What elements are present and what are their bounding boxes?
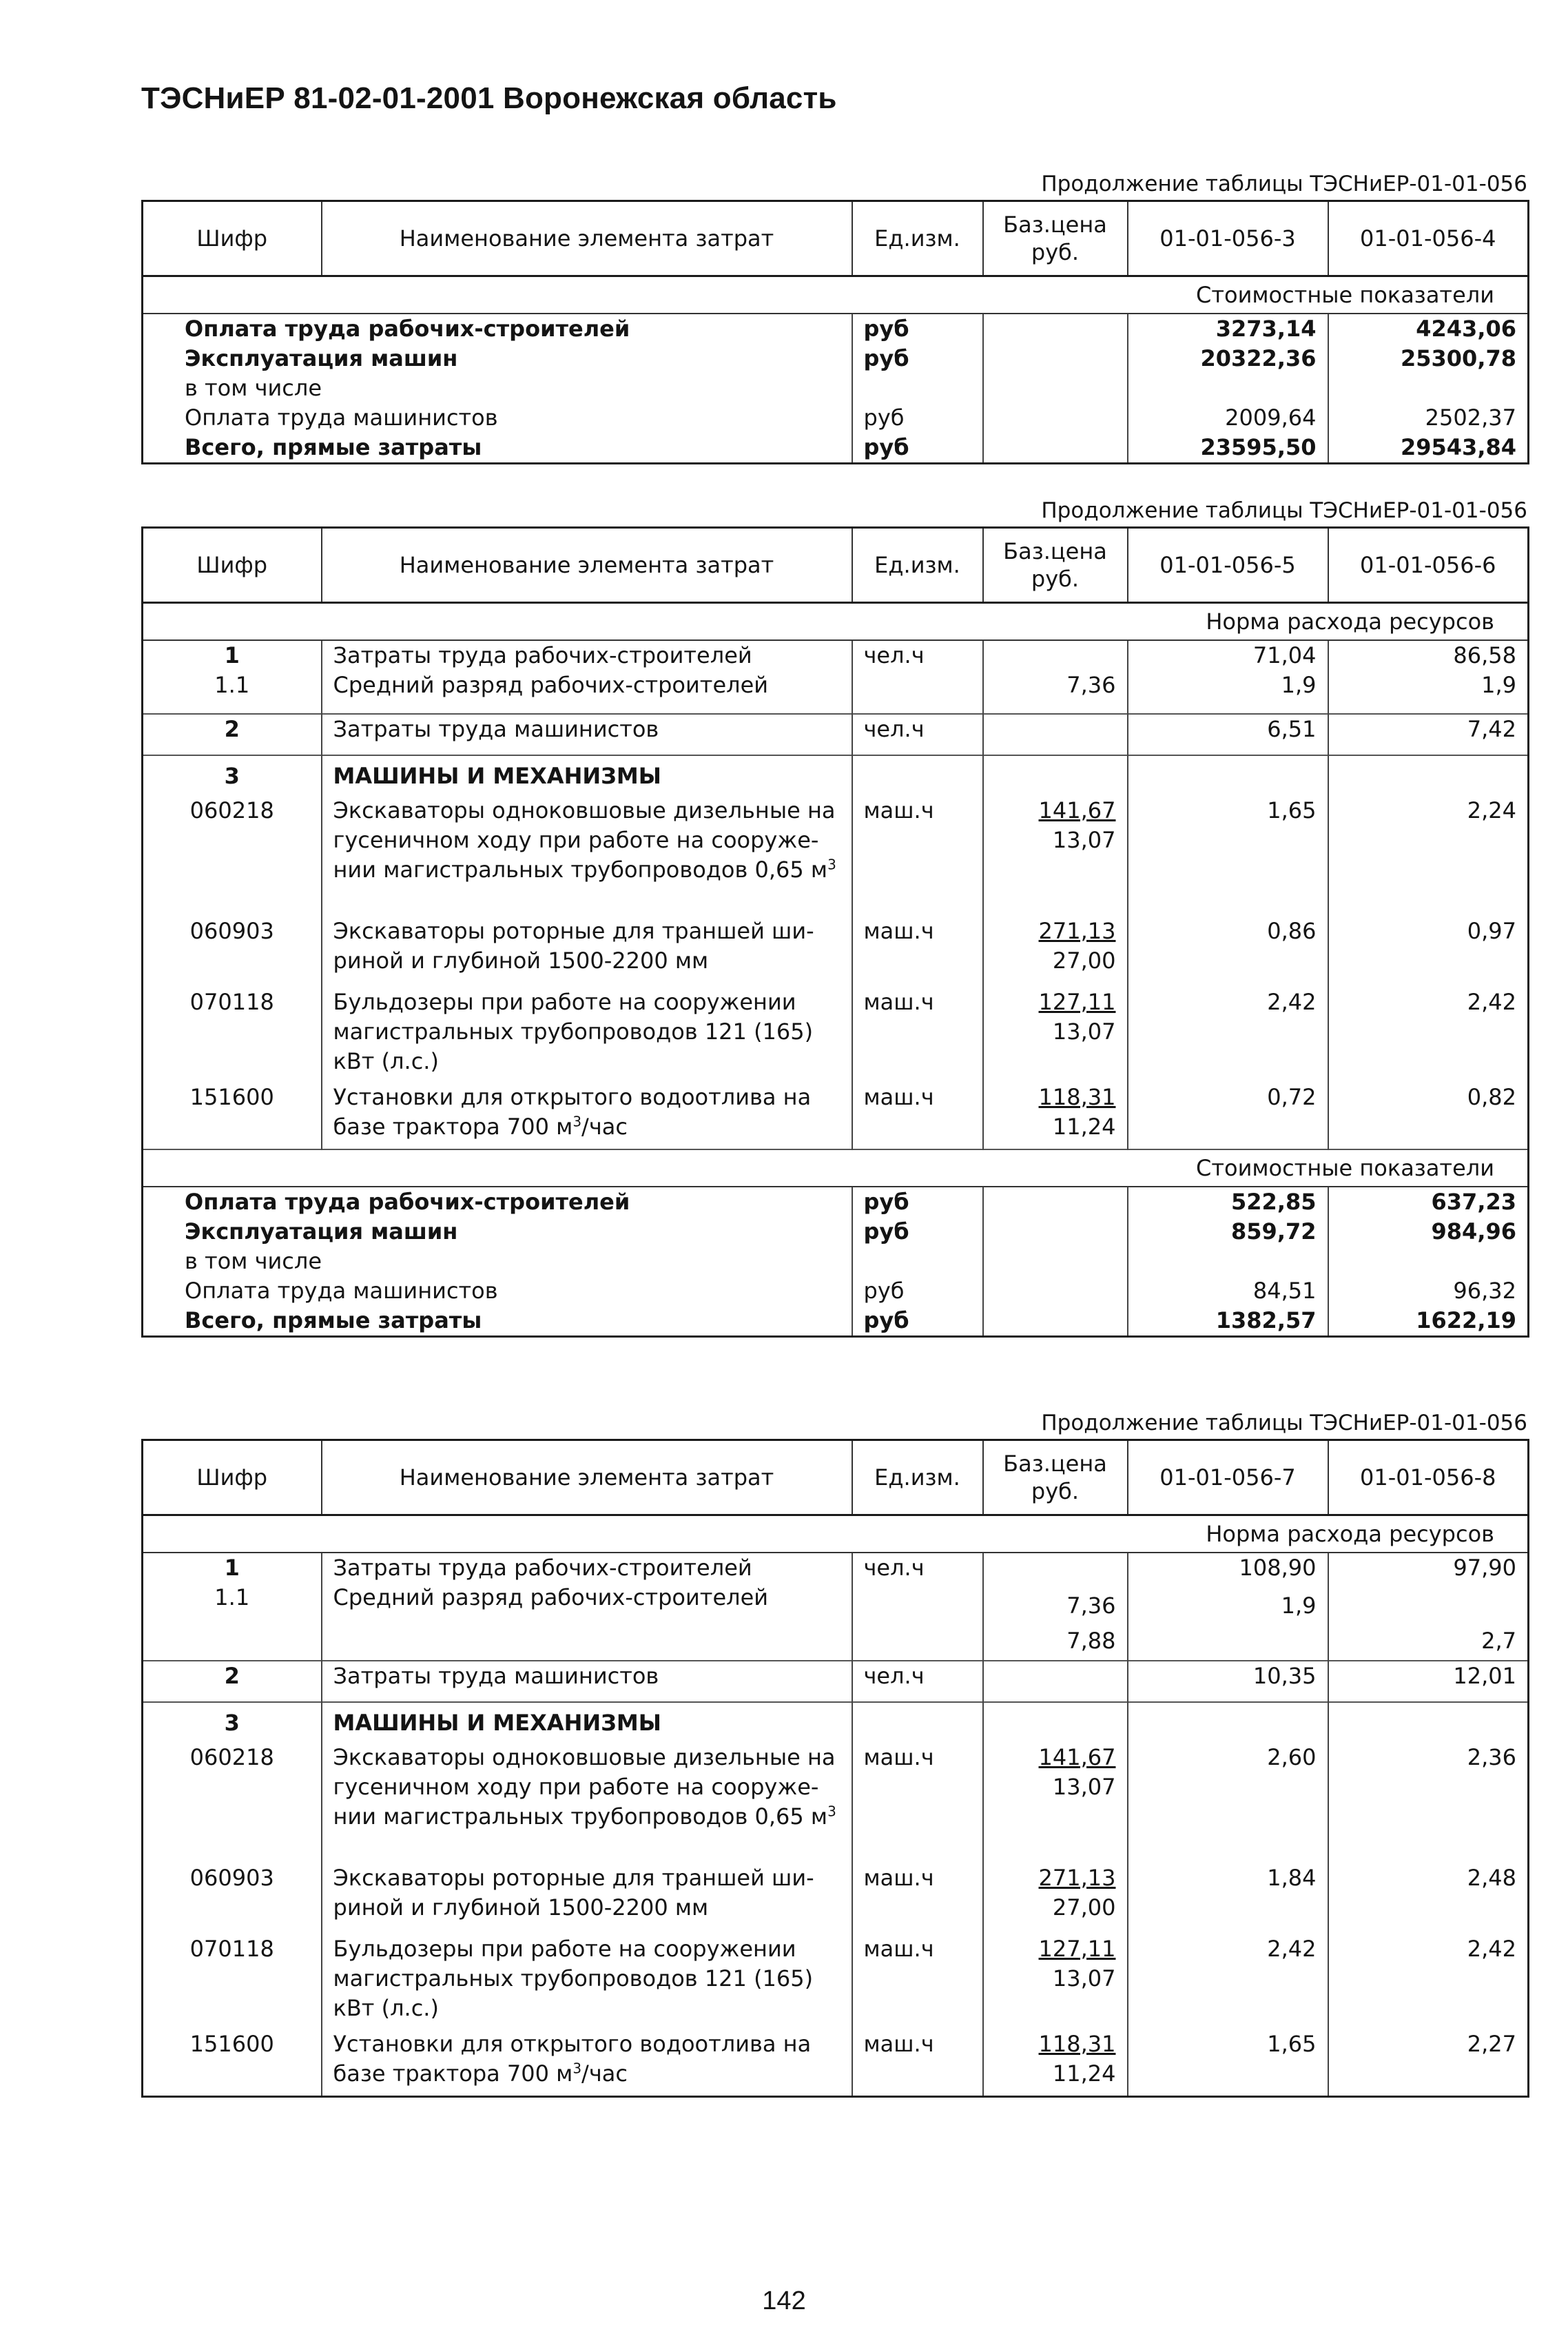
table-row: Всего, прямые затраты руб 1382,57 1622,19 [143,1306,1529,1337]
cost-table-1 [141,200,1529,464]
col-header-base-price: Баз.цена руб. [983,528,1128,603]
table-row: 1.1 Средний разряд рабочих-строителей 7,36 1,9 1,9 [143,670,1529,714]
section-row: Стоимостные показатели [143,276,1529,314]
col-header-a: 01-01-056-7 [1128,1440,1328,1515]
table-row: Оплата труда рабочих-строителей руб 522,85 637,23 [143,1187,1529,1217]
table-row: 060903 Экскаваторы роторные для траншей ши-риной и глубиной 1500-2200 мм маш.ч 271,13 27,00 1,84 2,48 [143,1863,1529,1934]
table-header-row [143,528,1529,603]
table-block-1 [141,168,1527,464]
table-continuation-caption: Продолжение таблицы ТЭСНиЕР-01-01-056 [1041,172,1527,196]
norm-table-3 [141,1439,1529,2098]
table-row: Оплата труда рабочих-строителей руб 3273,14 4243,06 [143,314,1529,344]
table-row: 151600 Установки для открытого водоотлива на базе трактора 700 $м^3$/час маш.ч 118,31 11,24 1,65 2,27 [143,2029,1529,2097]
page-number: 142 [762,2286,806,2315]
table-row: 2 Затраты труда машинистов чел.ч 10,35 12,01 [143,1661,1529,1702]
table-row: 070118 Бульдозеры при работе на сооружении магистральных трубопроводов 121 (165) кВт (л.с.) маш.ч 127,11 13,07 2,42 2,42 [143,1934,1529,2029]
table-row: 3 МАШИНЫ И МЕХАНИЗМЫ [143,755,1529,796]
table-row: 151600 Установки для открытого водоотлива на базе трактора 700 $м^3$/час маш.ч 118,31 11,24 0,72 0,82 [143,1083,1529,1149]
table-row: Эксплуатация машин руб 859,72 984,96 [143,1217,1529,1247]
table-row: 060218 Экскаваторы одноковшовые дизельные на гусеничном ходу при работе на сооруже-нии магистральных трубопроводов 0,65 $м^3$ маш.ч 141,67 13,07 1,65 2,24 [143,796,1529,917]
section-row: Норма расхода ресурсов [143,1515,1529,1553]
table-row: 1 Затраты труда рабочих-строителей чел.ч 71,04 86,58 [143,640,1529,670]
col-header-b: 01-01-056-4 [1328,201,1529,276]
table-row: 1 Затраты труда рабочих-строителей чел.ч 108,90 97,90 [143,1553,1529,1583]
norm-table-2 [141,526,1529,1338]
table-row: Оплата труда машинистов руб 2009,64 2502,37 [143,403,1529,433]
col-header-a: 01-01-056-3 [1128,201,1328,276]
table-row: 1.1 Средний разряд рабочих-строителей 7,36 7,88 1,9 2,7 [143,1583,1529,1661]
table-continuation-caption: Продолжение таблицы ТЭСНиЕР-01-01-056 [1041,498,1527,523]
col-header-name: Наименование элемента затрат [322,528,852,603]
table-header-row [143,1440,1529,1515]
col-header-unit: Ед.изм. [852,528,983,603]
section-row: Норма расхода ресурсов [143,603,1529,641]
col-header-unit: Ед.изм. [852,1440,983,1515]
table-row: 3 МАШИНЫ И МЕХАНИЗМЫ [143,1702,1529,1743]
col-header-name: Наименование элемента затрат [322,201,852,276]
table-block-2 [141,495,1527,1338]
section-row: Стоимостные показатели [143,1149,1529,1187]
table-header-row [143,201,1529,276]
col-header-base-price: Баз.цена руб. [983,1440,1128,1515]
col-header-base-price: Баз.цена руб. [983,201,1128,276]
col-header-a: 01-01-056-5 [1128,528,1328,603]
table-row: Оплата труда машинистов руб 84,51 96,32 [143,1276,1529,1306]
col-header-code: Шифр [143,528,322,603]
table-row: в том числе [143,1247,1529,1276]
table-row: Эксплуатация машин руб 20322,36 25300,78 [143,344,1529,373]
col-header-unit: Ед.изм. [852,201,983,276]
col-header-name: Наименование элемента затрат [322,1440,852,1515]
col-header-b: 01-01-056-8 [1328,1440,1529,1515]
table-continuation-caption: Продолжение таблицы ТЭСНиЕР-01-01-056 [1041,1411,1527,1435]
col-header-b: 01-01-056-6 [1328,528,1529,603]
table-row: 070118 Бульдозеры при работе на сооружении магистральных трубопроводов 121 (165) кВт (л.с.) маш.ч 127,11 13,07 2,42 2,42 [143,987,1529,1083]
col-header-code: Шифр [143,201,322,276]
table-row: 060218 Экскаваторы одноковшовые дизельные на гусеничном ходу при работе на сооруже-нии магистральных трубопроводов 0,65 $м^3$ маш.ч 141,67 13,07 2,60 2,36 [143,1743,1529,1863]
col-header-code: Шифр [143,1440,322,1515]
table-row: 2 Затраты труда машинистов чел.ч 6,51 7,42 [143,714,1529,755]
table-row: 060903 Экскаваторы роторные для траншей ши-риной и глубиной 1500-2200 мм маш.ч 271,13 27,00 0,86 0,97 [143,917,1529,987]
table-block-3 [141,1407,1527,2098]
table-row: в том числе [143,373,1529,403]
table-row: Всего, прямые затраты руб 23595,50 29543,84 [143,433,1529,464]
page-title: ТЭСНиЕР 81-02-01-2001 Воронежская область [141,81,837,115]
